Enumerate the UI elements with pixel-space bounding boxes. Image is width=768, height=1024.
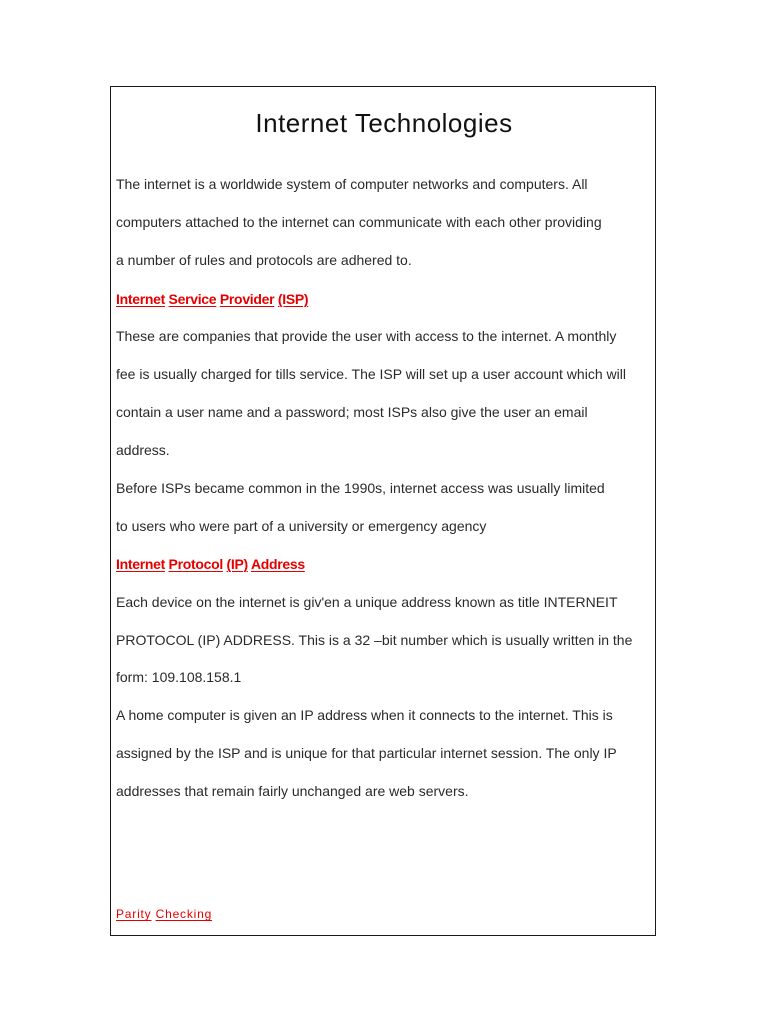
ip-heading-word: Internet: [116, 556, 165, 572]
intro-line-3: a number of rules and protocols are adhered to.: [116, 252, 412, 268]
isp-line-3: contain a user name and a password; most ISPs also give the user an email: [116, 404, 588, 420]
ip-heading-word: Protocol: [168, 556, 223, 572]
footer-link-parity-checking[interactable]: [116, 907, 212, 921]
document-title: Internet Technologies: [255, 108, 513, 138]
intro-line-1: The internet is a worldwide system of computer networks and computers. All: [116, 176, 588, 192]
ip-line-1: Each device on the internet is giv'en a unique address known as title INTERNEIT: [116, 594, 618, 610]
ip-line-6: addresses that remain fairly unchanged are web servers.: [116, 783, 469, 799]
footer-link-word[interactable]: Checking: [155, 907, 213, 921]
isp-heading: [116, 291, 308, 307]
ip-line-5: assigned by the ISP and is unique for that particular internet session. The only IP: [116, 745, 617, 761]
ip-heading-word: (IP): [226, 556, 248, 572]
isp-heading-word: Internet: [116, 291, 165, 307]
isp-line-1: These are companies that provide the user with access to the internet. A monthly: [116, 328, 617, 344]
isp-heading-word: Provider: [219, 291, 275, 307]
isp-heading-word: (ISP): [277, 291, 309, 307]
intro-line-2: computers attached to the internet can communicate with each other providing: [116, 214, 602, 230]
ip-heading: [116, 556, 305, 572]
ip-line-4: A home computer is given an IP address when it connects to the internet. This is: [116, 707, 613, 723]
ip-line-3: form: 109.108.158.1: [116, 669, 242, 685]
isp-line-6: to users who were part of a university or emergency agency: [116, 518, 487, 534]
isp-line-2: fee is usually charged for tills service. The ISP will set up a user account which will: [116, 366, 626, 382]
ip-heading-word: Address: [250, 556, 305, 572]
footer-link-word[interactable]: Parity: [116, 907, 152, 921]
isp-line-4: address.: [116, 442, 170, 458]
isp-heading-word: Service: [168, 291, 217, 307]
ip-line-2: PROTOCOL (IP) ADDRESS. This is a 32 –bit number which is usually written in the: [116, 632, 633, 648]
isp-line-5: Before ISPs became common in the 1990s, internet access was usually limited: [116, 480, 605, 496]
